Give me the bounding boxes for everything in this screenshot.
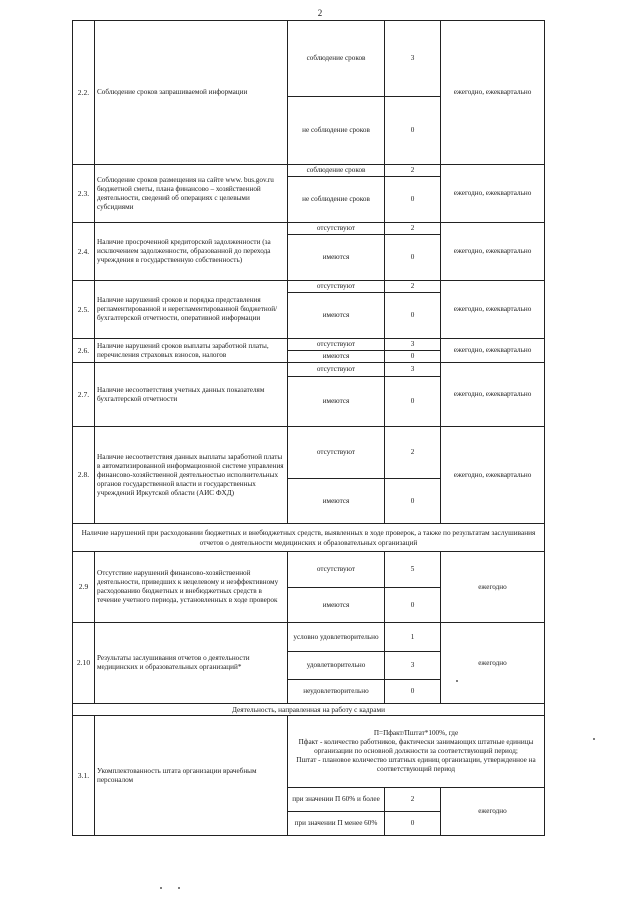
table-row xyxy=(73,623,545,652)
condition-cell: отсутствуют xyxy=(288,223,385,235)
condition-cell: условно удовлетворительно xyxy=(288,623,385,652)
condition-cell: имеются xyxy=(288,588,385,623)
period-cell: ежегодно xyxy=(441,788,545,836)
criterion-name: Наличие нарушений сроков и порядка представления регламентированной и нерегламентированной бюджетной/бухгалтерской отчетности, оперативной информации xyxy=(95,281,288,339)
criterion-name: Результаты заслушивания отчетов о деятельности медицинских и образовательных организаций* xyxy=(95,623,288,704)
score-cell: 2 xyxy=(385,223,441,235)
formula-line: Пштат - плановое количество штатных единиц организации, утвержденное на соответствующий период xyxy=(296,756,536,774)
score-cell: 3 xyxy=(385,363,441,377)
criterion-name: Укомплектованность штата организации врачебным персоналом xyxy=(95,716,288,836)
table-row xyxy=(73,165,545,177)
condition-cell: при значении П 60% и более xyxy=(288,788,385,812)
score-cell: 0 xyxy=(385,680,441,704)
criterion-name: Отсутствие нарушений финансово-хозяйственной деятельности, приведших к нецелевому и неэффективному расходованию бюджетных и внебюджетных средств в течение учетного периода, установленных в ходе проверок xyxy=(95,552,288,623)
score-cell: 0 xyxy=(385,588,441,623)
score-cell: 5 xyxy=(385,552,441,588)
score-cell: 0 xyxy=(385,351,441,363)
table-row xyxy=(73,339,545,351)
section-header-personnel: Деятельность, направленная на работу с кадрами xyxy=(73,704,545,716)
criterion-name: Соблюдение сроков размещения на сайте www. bus.gov.ru бюджетной сметы, плана финансово – хозяйственной деятельности, сведений об операциях с целевыми субсидиями xyxy=(95,165,288,223)
score-cell: 0 xyxy=(385,235,441,281)
criterion-name: Наличие несоответствия данных выплаты заработной платы в автоматизированной информационной системе управления финансово-хозяйственной деятельностью исполнительных органов государственной власти и государственных учреждений Иркутской области (АИС ФХД) xyxy=(95,427,288,524)
criterion-name: Наличие просроченной кредиторской задолженности (за исключением задолженности, образованной до перехода учреждения в государственную собственность) xyxy=(95,223,288,281)
formula-cell xyxy=(288,716,545,788)
scan-speck xyxy=(456,680,458,682)
period-cell: ежегодно, ежеквартально xyxy=(441,21,545,165)
formula-line: Пфакт - количество работников, фактически занимающих штатные единицы организации по основной должности за соответствующий период; xyxy=(298,738,534,756)
score-cell: 3 xyxy=(385,21,441,97)
scan-speck xyxy=(160,887,162,889)
period-cell: ежегодно, ежеквартально xyxy=(441,281,545,339)
period-cell: ежегодно, ежеквартально xyxy=(441,339,545,363)
table-row xyxy=(73,21,545,97)
condition-cell: имеются xyxy=(288,377,385,427)
score-cell: 2 xyxy=(385,165,441,177)
condition-cell: не соблюдение сроков xyxy=(288,97,385,165)
page-number: 2 xyxy=(317,8,323,18)
condition-cell: имеются xyxy=(288,351,385,363)
table-row xyxy=(73,552,545,588)
condition-cell: не соблюдение сроков xyxy=(288,177,385,223)
table-row xyxy=(73,716,545,788)
criterion-name: Соблюдение сроков запрашиваемой информации xyxy=(95,21,288,165)
row-number: 2.4. xyxy=(73,223,95,281)
row-number: 2.10 xyxy=(73,623,95,704)
score-cell: 3 xyxy=(385,652,441,680)
table-row xyxy=(73,363,545,377)
scan-speck xyxy=(178,887,180,889)
scan-speck xyxy=(593,738,595,740)
period-cell: ежегодно, ежеквартально xyxy=(441,165,545,223)
condition-cell: имеются xyxy=(288,235,385,281)
table-row xyxy=(73,223,545,235)
row-number: 2.7. xyxy=(73,363,95,427)
condition-cell: отсутствуют xyxy=(288,552,385,588)
condition-cell: при значении П менее 60% xyxy=(288,812,385,836)
period-cell: ежегодно xyxy=(441,623,545,704)
condition-cell: имеются xyxy=(288,293,385,339)
table-row xyxy=(73,281,545,293)
score-cell: 0 xyxy=(385,177,441,223)
section-header-violations: Наличие нарушений при расходовании бюджетных и внебюджетных средств, выявленных в ходе проверок, а также по результатам заслушивания отчетов о деятельности медицинских и образовательных организаций xyxy=(73,524,545,552)
condition-cell: соблюдение сроков xyxy=(288,165,385,177)
period-cell: ежегодно xyxy=(441,552,545,623)
period-cell: ежегодно, ежеквартально xyxy=(441,363,545,427)
period-cell: ежегодно, ежеквартально xyxy=(441,223,545,281)
condition-cell: отсутствуют xyxy=(288,427,385,479)
period-cell: ежегодно, ежеквартально xyxy=(441,427,545,524)
formula-line: П=Пфакт/Пштат*100%, где xyxy=(373,729,459,738)
score-cell: 0 xyxy=(385,812,441,836)
condition-cell: соблюдение сроков xyxy=(288,21,385,97)
criteria-table xyxy=(72,20,545,836)
section-row xyxy=(73,524,545,552)
condition-cell: отсутствуют xyxy=(288,363,385,377)
row-number: 2.3. xyxy=(73,165,95,223)
row-number: 2.9 xyxy=(73,552,95,623)
condition-cell: удовлетворительно xyxy=(288,652,385,680)
table-row xyxy=(73,427,545,479)
score-cell: 2 xyxy=(385,427,441,479)
section-row xyxy=(73,704,545,716)
row-number: 2.2. xyxy=(73,21,95,165)
row-number: 3.1. xyxy=(73,716,95,836)
score-cell: 1 xyxy=(385,623,441,652)
condition-cell: отсутствуют xyxy=(288,281,385,293)
row-number: 2.8. xyxy=(73,427,95,524)
row-number: 2.6. xyxy=(73,339,95,363)
score-cell: 0 xyxy=(385,479,441,524)
condition-cell: неудовлетворительно xyxy=(288,680,385,704)
score-cell: 2 xyxy=(385,281,441,293)
score-cell: 3 xyxy=(385,339,441,351)
score-cell: 0 xyxy=(385,377,441,427)
score-cell: 2 xyxy=(385,788,441,812)
score-cell: 0 xyxy=(385,293,441,339)
score-cell: 0 xyxy=(385,97,441,165)
row-number: 2.5. xyxy=(73,281,95,339)
criterion-name: Наличие нарушений сроков выплаты заработной платы, перечисления страховых взносов, налогов xyxy=(95,339,288,363)
condition-cell: имеются xyxy=(288,479,385,524)
criterion-name: Наличие несоответствия учетных данных показателям бухгалтерской отчетности xyxy=(95,363,288,427)
condition-cell: отсутствуют xyxy=(288,339,385,351)
